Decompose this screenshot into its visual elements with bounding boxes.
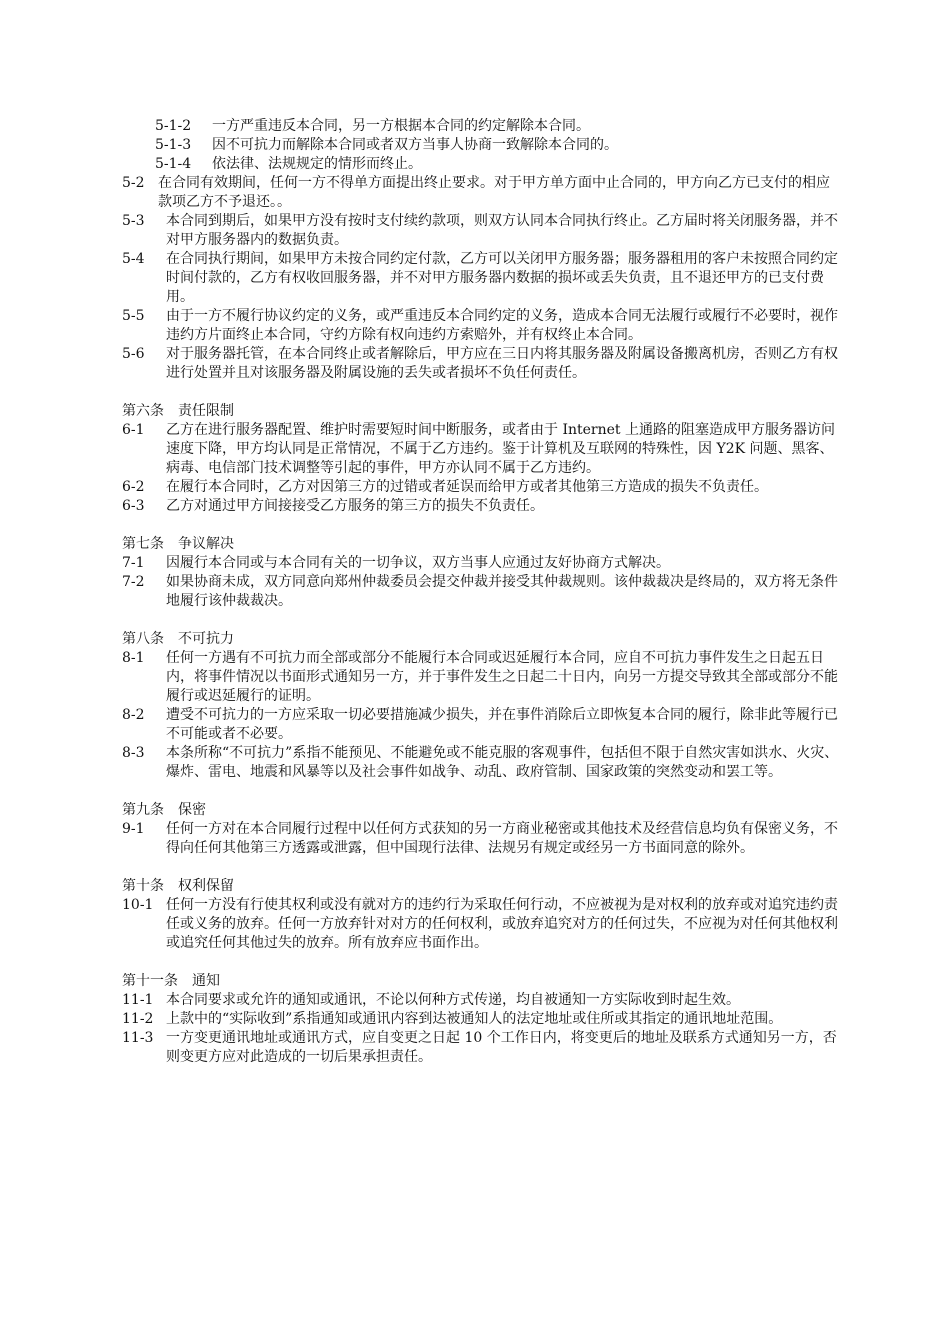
clause-text: 如果协商未成，双方同意向郑州仲裁委员会提交仲裁并接受其仲裁规则。该仲裁裁决是终局的，双方将无条件地履行该仲裁裁决。 bbox=[166, 574, 838, 609]
clause-text: 任何一方遇有不可抗力而全部或部分不能履行本合同或迟延履行本合同，应自不可抗力事件发生之日起五日内，将事件情况以书面形式通知另一方，并于事件发生之日起二十日内，向另一方提交导致其全部或部分不能履行或迟延履行的证明。 bbox=[166, 650, 838, 704]
clause-7-2 bbox=[122, 573, 842, 611]
clause-9-1 bbox=[122, 820, 842, 858]
clause-number: 7-1 bbox=[122, 555, 145, 571]
section-heading-10: 第十条 权利保留 bbox=[122, 878, 234, 894]
clause-text: 任何一方对在本合同履行过程中以任何方式获知的另一方商业秘密或其他技术及经营信息均负有保密义务，不得向任何其他第三方透露或泄露，但中国现行法律、法规另有规定或经另一方书面同意的除外。 bbox=[166, 821, 838, 856]
clause-number: 7-2 bbox=[122, 574, 145, 590]
clause-text: 乙方在进行服务器配置、维护时需要短时间中断服务，或者由于 Internet 上通路的阻塞造成甲方服务器访问速度下降，甲方均认同是正常情况，不属于乙方违约。鉴于计算机及互联网的特殊性，因 Y2K 问题、黑客、病毒、电信部门技术调整等引起的事件，甲方亦认同不属于乙方违约。 bbox=[166, 422, 835, 476]
clause-text: 因不可抗力而解除本合同或者双方当事人协商一致解除本合同的。 bbox=[212, 137, 618, 153]
clause-number: 5-3 bbox=[122, 213, 145, 229]
clause-5-3 bbox=[122, 212, 842, 250]
clause-number: 5-5 bbox=[122, 308, 145, 324]
clause-5-1-2 bbox=[122, 117, 842, 136]
clause-text: 本条所称“不可抗力”系指不能预见、不能避免或不能克服的客观事件，包括但不限于自然灾害如洪水、火灾、爆炸、雷电、地震和风暴等以及社会事件如战争、动乱、政府管制、国家政策的突然变动和罢工等。 bbox=[166, 745, 839, 780]
clause-7-1 bbox=[122, 554, 842, 573]
clause-number: 10-1 bbox=[122, 897, 154, 913]
section-heading-6: 第六条 责任限制 bbox=[122, 403, 234, 419]
clause-number: 5-6 bbox=[122, 346, 145, 362]
clause-text: 在履行本合同时，乙方对因第三方的过错或者延误而给甲方或者其他第三方造成的损失不负责任。 bbox=[166, 479, 768, 495]
clause-number: 5-4 bbox=[122, 251, 145, 267]
clause-number: 6-2 bbox=[122, 479, 145, 495]
section-heading-11: 第十一条 通知 bbox=[122, 973, 220, 989]
clause-11-2 bbox=[122, 1010, 842, 1029]
clause-number: 11-3 bbox=[122, 1030, 154, 1046]
clause-11-3 bbox=[122, 1029, 842, 1067]
clause-5-1-4 bbox=[122, 155, 842, 174]
clause-5-4 bbox=[122, 250, 842, 307]
clause-number: 6-3 bbox=[122, 498, 145, 514]
clause-number: 8-2 bbox=[122, 707, 145, 723]
contract-body bbox=[122, 117, 842, 1067]
clause-text: 一方变更通讯地址或通讯方式，应自变更之日起 10 个工作日内，将变更后的地址及联系方式通知另一方，否则变更方应对此造成的一切后果承担责任。 bbox=[166, 1030, 837, 1065]
clause-number: 11-2 bbox=[122, 1011, 154, 1027]
clause-text: 因履行本合同或与本合同有关的一切争议，双方当事人应通过友好协商方式解决。 bbox=[166, 555, 670, 571]
clause-5-1-3 bbox=[122, 136, 842, 155]
clause-number: 8-3 bbox=[122, 745, 145, 761]
clause-number: 8-1 bbox=[122, 650, 145, 666]
clause-text: 遭受不可抗力的一方应采取一切必要措施减少损失，并在事件消除后立即恢复本合同的履行，除非此等履行已不可能或者不必要。 bbox=[166, 707, 838, 742]
clause-text: 本合同要求或允许的通知或通讯，不论以何种方式传递，均自被通知一方实际收到时起生效。 bbox=[166, 992, 740, 1008]
clause-text: 由于一方不履行协议约定的义务，或严重违反本合同约定的义务，造成本合同无法履行或履行不必要时，视作违约方片面终止本合同，守约方除有权向违约方索赔外，并有权终止本合同。 bbox=[166, 308, 838, 343]
clause-text: 一方严重违反本合同，另一方根据本合同的约定解除本合同。 bbox=[212, 118, 590, 134]
clause-8-1 bbox=[122, 649, 842, 706]
clause-text: 在合同有效期间，任何一方不得单方面提出终止要求。对于甲方单方面中止合同的，甲方向乙方已支付的相应款项乙方不予退还。。 bbox=[158, 175, 830, 210]
clause-6-2 bbox=[122, 478, 842, 497]
clause-text: 乙方对通过甲方间接接受乙方服务的第三方的损失不负责任。 bbox=[166, 498, 544, 514]
section-heading-7: 第七条 争议解决 bbox=[122, 536, 234, 552]
clause-number: 9-1 bbox=[122, 821, 145, 837]
clause-text: 依法律、法规规定的情形而终止。 bbox=[212, 156, 422, 172]
clause-number: 5-1-2 bbox=[155, 118, 192, 134]
clause-number: 5-1-4 bbox=[155, 156, 192, 172]
clause-number: 5-2 bbox=[122, 175, 145, 191]
clause-10-1 bbox=[122, 896, 842, 953]
clause-6-3 bbox=[122, 497, 842, 516]
clause-text: 本合同到期后，如果甲方没有按时支付续约款项，则双方认同本合同执行终止。乙方届时将关闭服务器，并不对甲方服务器内的数据负责。 bbox=[166, 213, 838, 248]
section-heading-8: 第八条 不可抗力 bbox=[122, 631, 234, 647]
clause-5-5 bbox=[122, 307, 842, 345]
clause-8-2 bbox=[122, 706, 842, 744]
clause-5-6 bbox=[122, 345, 842, 383]
clause-text: 上款中的“实际收到”系指通知或通讯内容到达被通知人的法定地址或住所或其指定的通讯地址范围。 bbox=[166, 1011, 783, 1027]
clause-6-1 bbox=[122, 421, 842, 478]
clause-number: 6-1 bbox=[122, 422, 145, 438]
clause-text: 在合同执行期间，如果甲方未按合同约定付款，乙方可以关闭甲方服务器；服务器租用的客户未按照合同约定时间付款的，乙方有权收回服务器，并不对甲方服务器内数据的损坏或丢失负责，且不退还甲方的已支付费用。 bbox=[166, 251, 838, 305]
clause-number: 11-1 bbox=[122, 992, 154, 1008]
clause-text: 任何一方没有行使其权利或没有就对方的违约行为采取任何行动，不应被视为是对权利的放弃或对追究违约责任或义务的放弃。任何一方放弃针对对方的任何权利，或放弃追究对方的任何过失，不应视为对任何其他权利或追究任何其他过失的放弃。所有放弃应书面作出。 bbox=[166, 897, 838, 951]
clause-5-2 bbox=[122, 174, 842, 212]
section-heading-9: 第九条 保密 bbox=[122, 802, 206, 818]
clause-11-1 bbox=[122, 991, 842, 1010]
clause-8-3 bbox=[122, 744, 842, 782]
clause-text: 对于服务器托管，在本合同终止或者解除后，甲方应在三日内将其服务器及附属设备搬离机房，否则乙方有权进行处置并且对该服务器及附属设施的丢失或者损坏不负任何责任。 bbox=[166, 346, 838, 381]
clause-number: 5-1-3 bbox=[155, 137, 192, 153]
